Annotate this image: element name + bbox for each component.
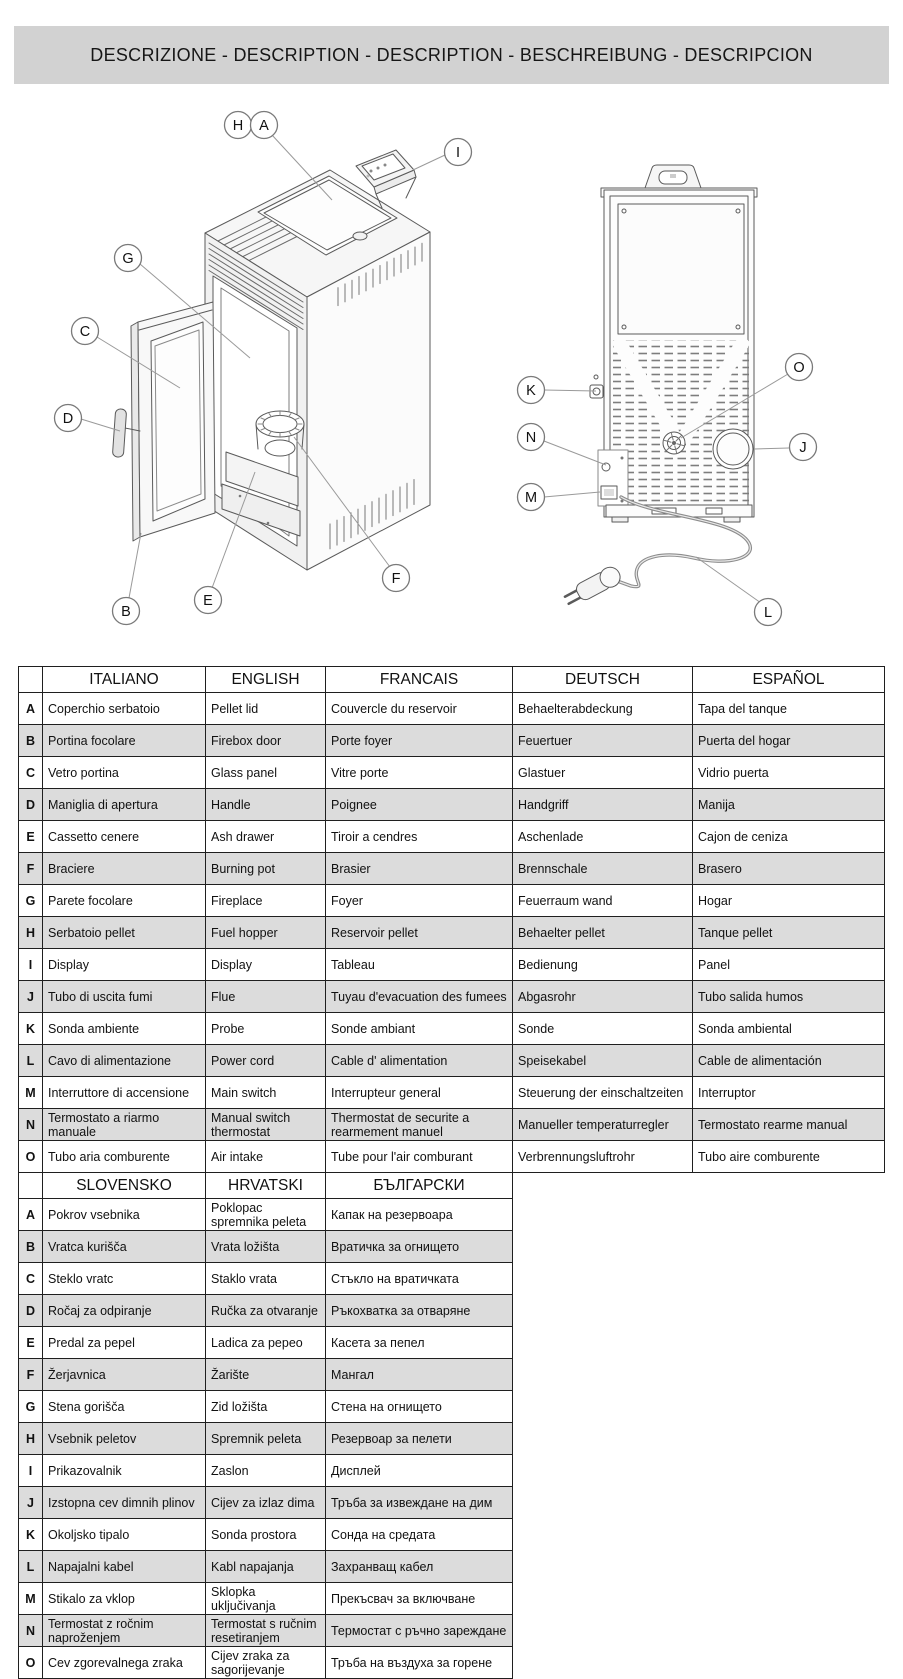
- table-cell: Tubo di uscita fumi: [43, 981, 206, 1013]
- row-key: H: [19, 917, 43, 949]
- table-row: [19, 725, 885, 757]
- table-cell: Reservoir pellet: [326, 917, 513, 949]
- column-header: ITALIANO: [43, 667, 206, 693]
- row-key: L: [19, 1551, 43, 1583]
- table-cell: Steuerung der einschaltzeiten: [513, 1077, 693, 1109]
- svg-text:D: D: [62, 411, 74, 427]
- table-cell: Handle: [206, 789, 326, 821]
- callout-L: [755, 599, 782, 626]
- table-cell: Žerjavnica: [43, 1359, 206, 1391]
- callout-N: [518, 424, 545, 451]
- table-cell: Feuertuer: [513, 725, 693, 757]
- table-cell: Cajon de ceniza: [693, 821, 885, 853]
- row-key: O: [19, 1141, 43, 1173]
- table-cell: Flue: [206, 981, 326, 1013]
- svg-text:M: M: [524, 490, 538, 506]
- table-cell: Tanque pellet: [693, 917, 885, 949]
- table-cell: Ladica za pepeo: [206, 1327, 326, 1359]
- table-cell: Poignee: [326, 789, 513, 821]
- table-cell: Serbatoio pellet: [43, 917, 206, 949]
- row-key: N: [19, 1109, 43, 1141]
- table-header-row: [19, 667, 885, 693]
- row-key: C: [19, 1263, 43, 1295]
- callout-D: [55, 405, 82, 432]
- table-row: [19, 1647, 513, 1679]
- table-cell: Aschenlade: [513, 821, 693, 853]
- table-cell: Сонда на средата: [326, 1519, 513, 1551]
- table-cell: Zaslon: [206, 1455, 326, 1487]
- callout-F: [383, 565, 410, 592]
- table-cell: Manueller temperaturregler: [513, 1109, 693, 1141]
- table-cell: Tiroir a cendres: [326, 821, 513, 853]
- table-cell: Тръба за извеждане на дим: [326, 1487, 513, 1519]
- row-key: C: [19, 757, 43, 789]
- table-cell: Дисплей: [326, 1455, 513, 1487]
- table-cell: Cable de alimentación: [693, 1045, 885, 1077]
- table-row: [19, 1295, 513, 1327]
- svg-text:F: F: [391, 571, 401, 587]
- table-cell: Brasier: [326, 853, 513, 885]
- probe-component: [590, 375, 603, 398]
- table-cell: Burning pot: [206, 853, 326, 885]
- table-cell: Interruttore di accensione: [43, 1077, 206, 1109]
- row-key: I: [19, 949, 43, 981]
- table-cell: Капак на резервоара: [326, 1199, 513, 1231]
- callout-J: [790, 434, 817, 461]
- table-cell: Poklopac spremnika peleta: [206, 1199, 326, 1231]
- table-cell: Tableau: [326, 949, 513, 981]
- row-key: I: [19, 1455, 43, 1487]
- row-key: H: [19, 1423, 43, 1455]
- table-cell: Cijev zraka za sagorijevanje: [206, 1647, 326, 1679]
- table-cell: Sonde ambiant: [326, 1013, 513, 1045]
- table-cell: Zid ložišta: [206, 1391, 326, 1423]
- table-cell: Feuerraum wand: [513, 885, 693, 917]
- table-cell: Brennschale: [513, 853, 693, 885]
- table-row: [19, 1141, 885, 1173]
- table-cell: Cev zgorevalnega zraka: [43, 1647, 206, 1679]
- table-row: [19, 1327, 513, 1359]
- table-cell: Tubo aire comburente: [693, 1141, 885, 1173]
- table-cell: Мангал: [326, 1359, 513, 1391]
- corner-cell: [19, 1173, 43, 1199]
- table-cell: Air intake: [206, 1141, 326, 1173]
- table-cell: Glass panel: [206, 757, 326, 789]
- table-cell: Pellet lid: [206, 693, 326, 725]
- table-cell: Stena gorišča: [43, 1391, 206, 1423]
- row-key: A: [19, 693, 43, 725]
- firebox-door: [131, 302, 215, 541]
- callout-C: [72, 318, 99, 345]
- table-cell: Cijev za izlaz dima: [206, 1487, 326, 1519]
- table-cell: Tubo aria comburente: [43, 1141, 206, 1173]
- row-key: B: [19, 725, 43, 757]
- row-key: F: [19, 1359, 43, 1391]
- table-cell: Steklo vratc: [43, 1263, 206, 1295]
- table-cell: Interruptor: [693, 1077, 885, 1109]
- table-cell: Spremnik peleta: [206, 1423, 326, 1455]
- table-cell: Ročaj za odpiranje: [43, 1295, 206, 1327]
- table-cell: Стена на огнището: [326, 1391, 513, 1423]
- svg-text:C: C: [79, 324, 91, 340]
- table-cell: Прекъсвач за включване: [326, 1583, 513, 1615]
- column-header: ESPAÑOL: [693, 667, 885, 693]
- svg-text:G: G: [122, 251, 134, 267]
- table-row: [19, 1615, 513, 1647]
- table-cell: Стъкло на вратичката: [326, 1263, 513, 1295]
- callout-E: [195, 587, 222, 614]
- table-cell: Display: [43, 949, 206, 981]
- table-cell: Display: [206, 949, 326, 981]
- table-cell: Foyer: [326, 885, 513, 917]
- svg-text:E: E: [203, 593, 213, 609]
- table-row: [19, 821, 885, 853]
- callout-G: [115, 245, 142, 272]
- row-key: K: [19, 1519, 43, 1551]
- table-cell: Kabl napajanja: [206, 1551, 326, 1583]
- table-row: [19, 1077, 885, 1109]
- table-cell: Prikazovalnik: [43, 1455, 206, 1487]
- stove-back-view-drawing: [562, 165, 757, 609]
- table-cell: Pokrov vsebnika: [43, 1199, 206, 1231]
- table-row: [19, 1359, 513, 1391]
- svg-text:I: I: [455, 145, 461, 161]
- svg-text:H: H: [232, 118, 244, 134]
- table-row: [19, 1423, 513, 1455]
- table-cell: Tapa del tanque: [693, 693, 885, 725]
- table-cell: Ručka za otvaranje: [206, 1295, 326, 1327]
- table-cell: Cavo di alimentazione: [43, 1045, 206, 1077]
- page-title: DESCRIZIONE - DESCRIPTION - DESCRIPTION - BESCHREIBUNG - DESCRIPCION: [90, 44, 813, 65]
- table-cell: Fireplace: [206, 885, 326, 917]
- table-cell: Ръкохватка за отваряне: [326, 1295, 513, 1327]
- table-row: [19, 1013, 885, 1045]
- table-cell: Tube pour l'air comburant: [326, 1141, 513, 1173]
- table-cell: Bedienung: [513, 949, 693, 981]
- stove-diagrams: [0, 0, 903, 660]
- svg-text:A: A: [259, 118, 269, 134]
- table-row: [19, 789, 885, 821]
- table-row: [19, 1231, 513, 1263]
- table-cell: Thermostat de securite a rearmement manuel: [326, 1109, 513, 1141]
- table-cell: Sonde: [513, 1013, 693, 1045]
- table-cell: Вратичка за огнището: [326, 1231, 513, 1263]
- table-cell: Porte foyer: [326, 725, 513, 757]
- table-cell: Behaelter pellet: [513, 917, 693, 949]
- svg-text:L: L: [763, 605, 773, 621]
- table-cell: Couvercle du reservoir: [326, 693, 513, 725]
- languages-table-main: [18, 666, 885, 1173]
- table-cell: Vidrio puerta: [693, 757, 885, 789]
- table-cell: Behaelterabdeckung: [513, 693, 693, 725]
- row-key: A: [19, 1199, 43, 1231]
- table-cell: Puerta del hogar: [693, 725, 885, 757]
- table-cell: Vsebnik peletov: [43, 1423, 206, 1455]
- table-cell: Vratca kurišča: [43, 1231, 206, 1263]
- table-row: [19, 1487, 513, 1519]
- table-cell: Termostato a riarmo manuale: [43, 1109, 206, 1141]
- table-cell: Sonda ambiental: [693, 1013, 885, 1045]
- callout-B: [113, 598, 140, 625]
- table-cell: Probe: [206, 1013, 326, 1045]
- row-key: E: [19, 821, 43, 853]
- table-cell: Sonda prostora: [206, 1519, 326, 1551]
- table-row: [19, 1263, 513, 1295]
- row-key: B: [19, 1231, 43, 1263]
- table-row: [19, 1551, 513, 1583]
- table-cell: Захранващ кабел: [326, 1551, 513, 1583]
- row-key: G: [19, 885, 43, 917]
- column-header: SLOVENSKO: [43, 1173, 206, 1199]
- row-key: D: [19, 1295, 43, 1327]
- table-row: [19, 757, 885, 789]
- row-key: D: [19, 789, 43, 821]
- svg-text:B: B: [121, 604, 131, 620]
- row-key: M: [19, 1077, 43, 1109]
- table-cell: Interrupteur general: [326, 1077, 513, 1109]
- table-cell: Vrata ložišta: [206, 1231, 326, 1263]
- svg-text:N: N: [525, 430, 537, 446]
- table-cell: Ash drawer: [206, 821, 326, 853]
- column-header: БЪЛГАРСКИ: [326, 1173, 513, 1199]
- languages-table-secondary: [18, 1172, 513, 1679]
- row-key: G: [19, 1391, 43, 1423]
- svg-text:O: O: [793, 360, 805, 376]
- column-header: ENGLISH: [206, 667, 326, 693]
- table-cell: Termostato rearme manual: [693, 1109, 885, 1141]
- table-row: [19, 1455, 513, 1487]
- callout-O: [786, 354, 813, 381]
- table-cell: Parete focolare: [43, 885, 206, 917]
- table-cell: Portina focolare: [43, 725, 206, 757]
- row-key: K: [19, 1013, 43, 1045]
- table-cell: Handgriff: [513, 789, 693, 821]
- column-header: HRVATSKI: [206, 1173, 326, 1199]
- table-cell: Резервоар за пелети: [326, 1423, 513, 1455]
- table-cell: Abgasrohr: [513, 981, 693, 1013]
- table-cell: Žarište: [206, 1359, 326, 1391]
- table-cell: Termostat s ručnim resetiranjem: [206, 1615, 326, 1647]
- table-row: [19, 1045, 885, 1077]
- table-cell: Cassetto cenere: [43, 821, 206, 853]
- callout-H: [225, 112, 252, 139]
- stove-front-view-drawing: [112, 150, 430, 570]
- table-cell: Okoljsko tipalo: [43, 1519, 206, 1551]
- table-row: [19, 853, 885, 885]
- table-row: [19, 981, 885, 1013]
- table-cell: Termostat z ročnim naproženjem: [43, 1615, 206, 1647]
- table-cell: Cable d' alimentation: [326, 1045, 513, 1077]
- column-header: DEUTSCH: [513, 667, 693, 693]
- table-cell: Vetro portina: [43, 757, 206, 789]
- callout-I: [445, 139, 472, 166]
- table-cell: Speisekabel: [513, 1045, 693, 1077]
- table-cell: Manija: [693, 789, 885, 821]
- table-cell: Brasero: [693, 853, 885, 885]
- carry-handle: [645, 165, 701, 188]
- table-cell: Predal za pepel: [43, 1327, 206, 1359]
- row-key: J: [19, 981, 43, 1013]
- table-cell: Sonda ambiente: [43, 1013, 206, 1045]
- table-cell: Staklo vrata: [206, 1263, 326, 1295]
- table-cell: Firebox door: [206, 725, 326, 757]
- table-cell: Касета за пепел: [326, 1327, 513, 1359]
- callout-A: [251, 112, 278, 139]
- table-cell: Panel: [693, 949, 885, 981]
- table-cell: Fuel hopper: [206, 917, 326, 949]
- translation-tables: [18, 666, 885, 1679]
- table-cell: Maniglia di apertura: [43, 789, 206, 821]
- table-row: [19, 1109, 885, 1141]
- table-row: [19, 1391, 513, 1423]
- row-key: E: [19, 1327, 43, 1359]
- svg-text:K: K: [526, 383, 536, 399]
- table-row: [19, 693, 885, 725]
- door-glass: [151, 322, 205, 521]
- row-key: N: [19, 1615, 43, 1647]
- table-row: [19, 1583, 513, 1615]
- table-cell: Hogar: [693, 885, 885, 917]
- callout-M: [518, 484, 545, 511]
- table-cell: Glastuer: [513, 757, 693, 789]
- table-row: [19, 1199, 513, 1231]
- flue-pipe: [713, 429, 753, 469]
- svg-text:J: J: [799, 440, 807, 456]
- table-cell: Tuyau d'evacuation des fumees: [326, 981, 513, 1013]
- table-cell: Coperchio serbatoio: [43, 693, 206, 725]
- column-header: FRANCAIS: [326, 667, 513, 693]
- table-row: [19, 949, 885, 981]
- table-cell: Verbrennungsluftrohr: [513, 1141, 693, 1173]
- corner-cell: [19, 667, 43, 693]
- table-cell: Sklopka uključivanja: [206, 1583, 326, 1615]
- table-cell: Tubo salida humos: [693, 981, 885, 1013]
- power-plug: [562, 564, 623, 609]
- row-key: J: [19, 1487, 43, 1519]
- table-cell: Термостат с ръчно зареждане: [326, 1615, 513, 1647]
- table-cell: Тръба на въздуха за горене: [326, 1647, 513, 1679]
- callout-K: [518, 377, 545, 404]
- table-cell: Main switch: [206, 1077, 326, 1109]
- table-cell: Braciere: [43, 853, 206, 885]
- table-cell: Vitre porte: [326, 757, 513, 789]
- table-cell: Power cord: [206, 1045, 326, 1077]
- table-cell: Napajalni kabel: [43, 1551, 206, 1583]
- table-row: [19, 885, 885, 917]
- row-key: L: [19, 1045, 43, 1077]
- row-key: M: [19, 1583, 43, 1615]
- table-header-row: [19, 1173, 513, 1199]
- table-cell: Stikalo za vklop: [43, 1583, 206, 1615]
- table-cell: Manual switch thermostat: [206, 1109, 326, 1141]
- table-row: [19, 917, 885, 949]
- row-key: O: [19, 1647, 43, 1679]
- row-key: F: [19, 853, 43, 885]
- air-intake: [663, 432, 685, 454]
- table-cell: Izstopna cev dimnih plinov: [43, 1487, 206, 1519]
- table-row: [19, 1519, 513, 1551]
